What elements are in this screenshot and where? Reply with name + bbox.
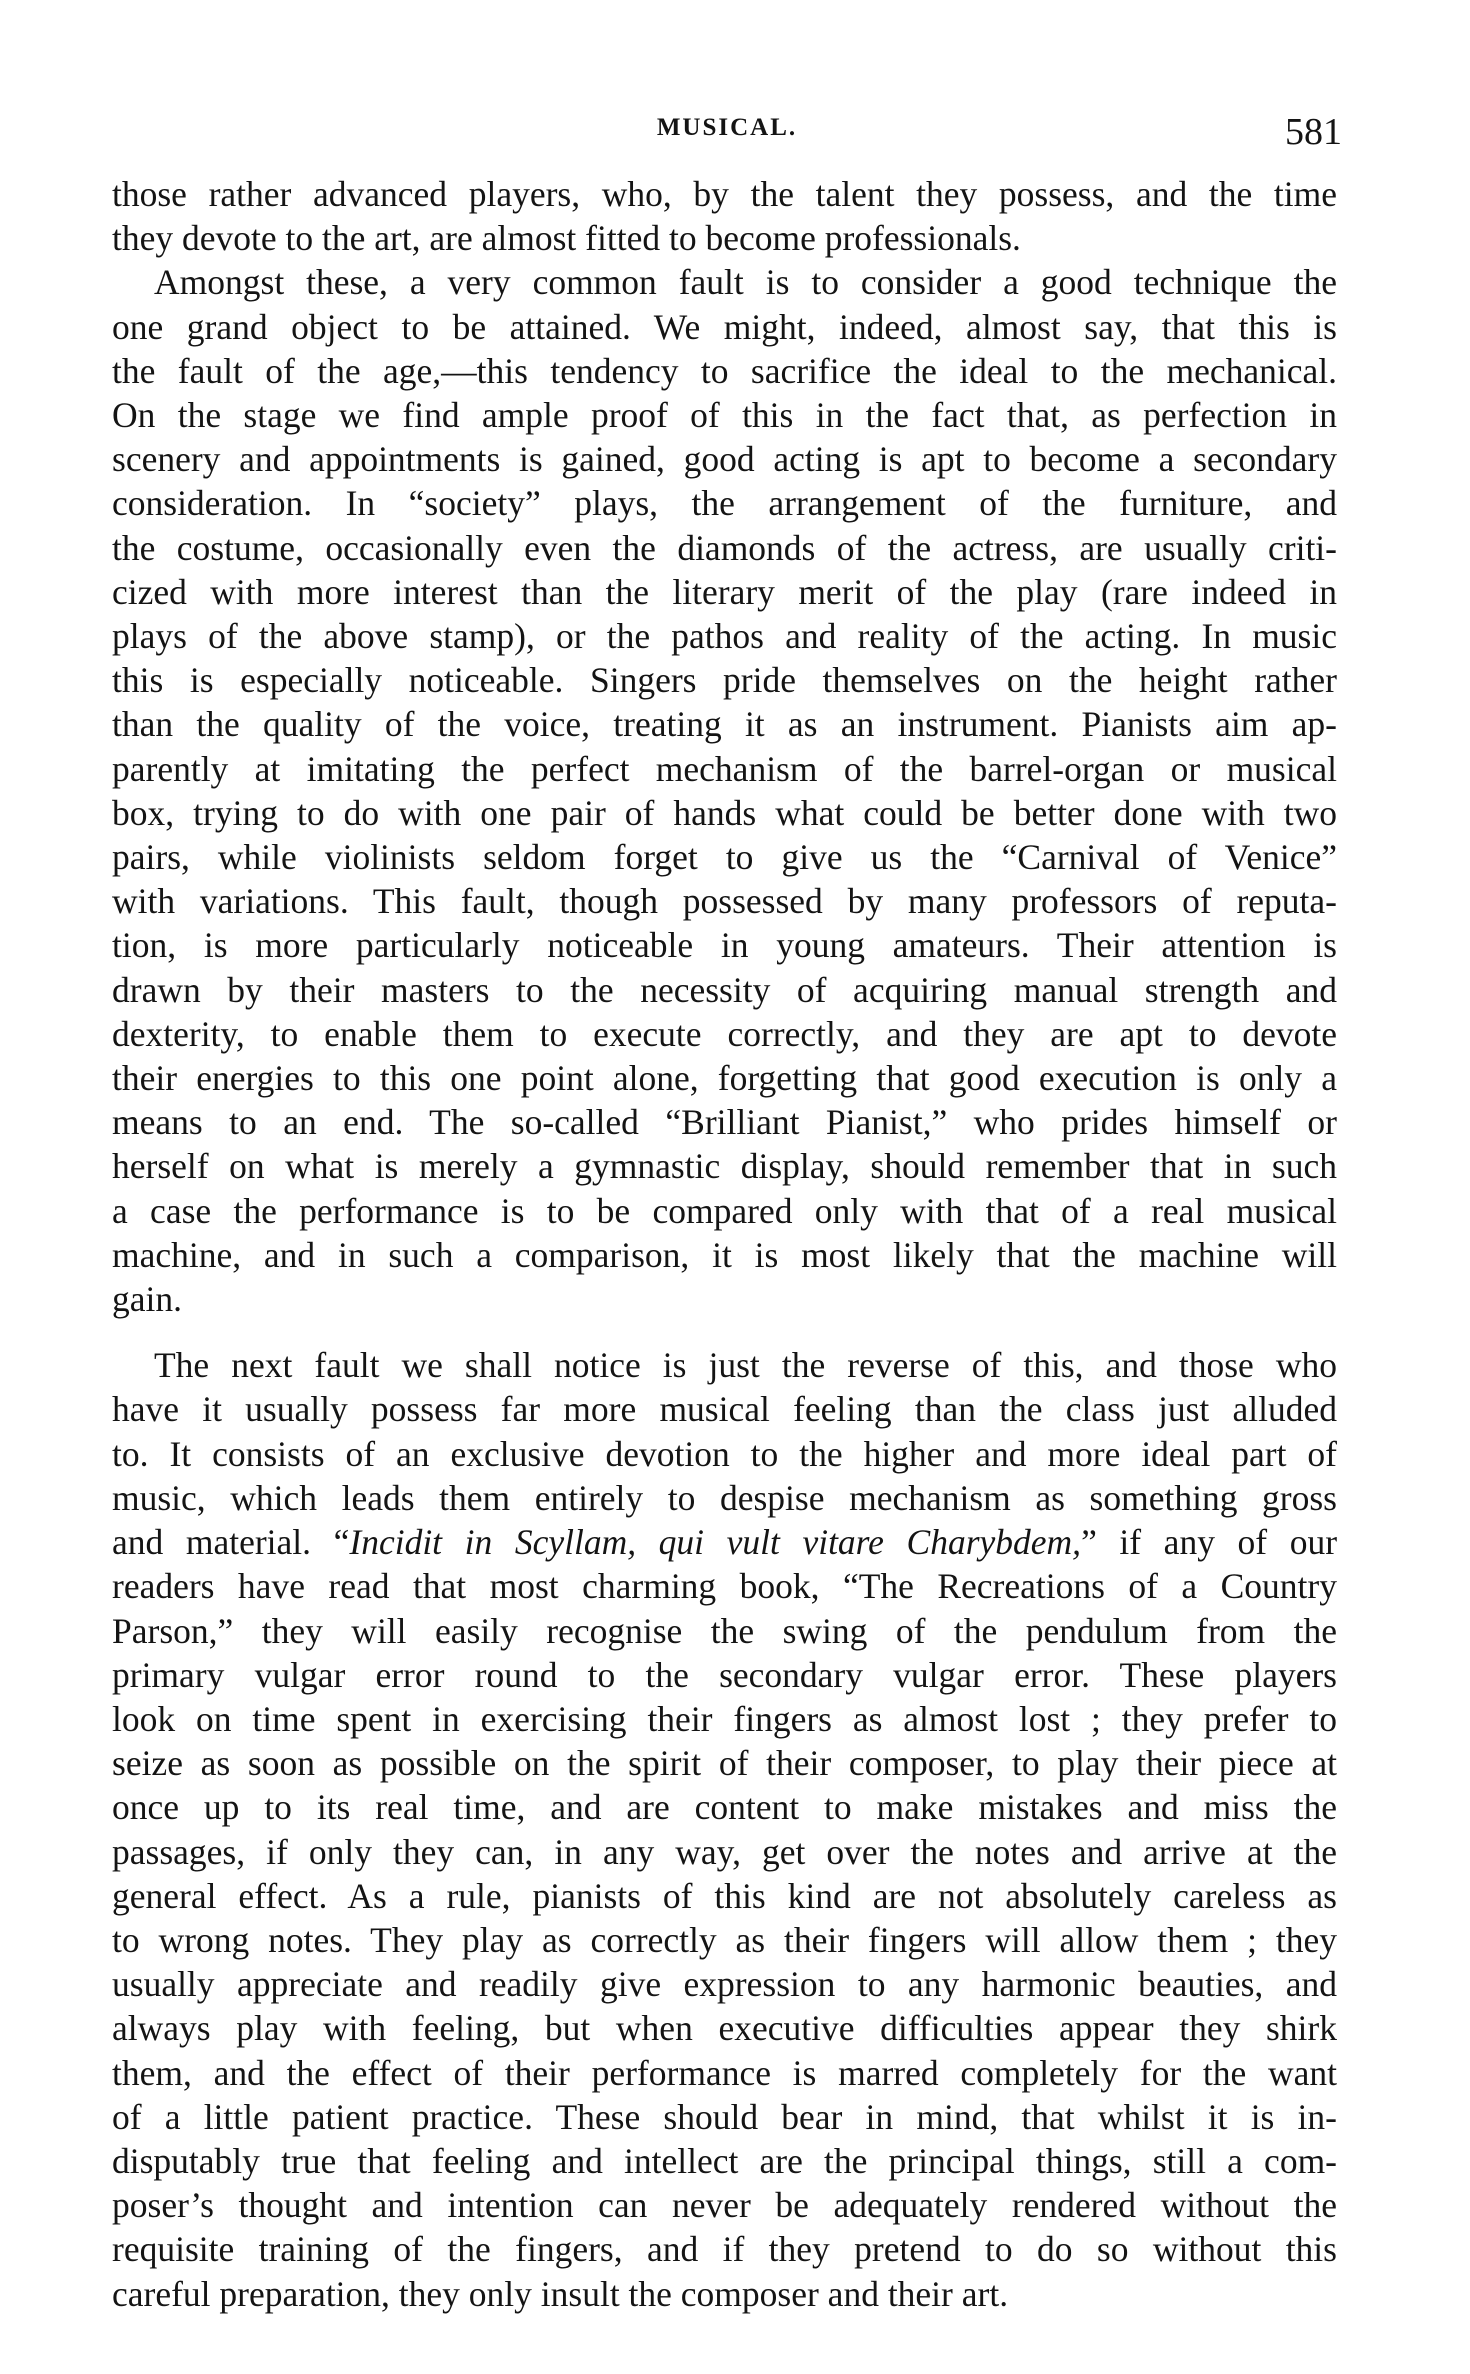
- text-line: drawn by their masters to the necessity of acquiring manual strength and: [112, 969, 1337, 1010]
- text-line: a case the performance is to be compared only with that of a real musical: [112, 1190, 1337, 1231]
- running-head: MUSICAL.: [656, 114, 798, 141]
- text-line: means to an end. The so-called “Brilliant Pianist,” who prides himself or: [112, 1102, 1337, 1143]
- text-line: box, trying to do with one pair of hands what could be better done with two: [112, 792, 1337, 833]
- text-line: gain.: [112, 1279, 182, 1320]
- page-number: 581: [1285, 111, 1342, 153]
- text-line: general effect. As a rule, pianists of this kind are not absolutely careless as: [112, 1875, 1337, 1916]
- text-line: machine, and in such a comparison, it is most likely that the machine will: [112, 1234, 1337, 1275]
- text-line: herself on what is merely a gymnastic display, should remember that in such: [112, 1146, 1337, 1187]
- paragraph-1: [112, 172, 1337, 260]
- text-line: [112, 1520, 1337, 1564]
- text-line: their energies to this one point alone, forgetting that good execution is only a: [112, 1058, 1337, 1099]
- text-line: this is especially noticeable. Singers pride themselves on the height rather: [112, 660, 1337, 701]
- text-line: dexterity, to enable them to execute correctly, and they are apt to devote: [112, 1013, 1337, 1054]
- text-line: with variations. This fault, though possessed by many professors of reputa-: [112, 881, 1337, 922]
- text-line: of a little patient practice. These should bear in mind, that whilst it is in-: [112, 2096, 1337, 2137]
- text-line: always play with feeling, but when executive difficulties appear they shirk: [112, 2008, 1337, 2049]
- text-line: them, and the effect of their performance is marred completely for the want: [112, 2052, 1337, 2093]
- text-line: The next fault we shall notice is just the reverse of this, and those who: [154, 1345, 1337, 1386]
- latin-quotation: Incidit in Scyllam, qui vult vitare Charybdem,: [349, 1522, 1082, 1563]
- text-line: passages, if only they can, in any way, get over the notes and arrive at the: [112, 1831, 1337, 1872]
- text-line: plays of the above stamp), or the pathos and reality of the acting. In music: [112, 616, 1337, 657]
- text-line: scenery and appointments is gained, good acting is apt to become a secondary: [112, 439, 1337, 480]
- text-line: Amongst these, a very common fault is to consider a good technique the: [154, 262, 1337, 303]
- text-line: usually appreciate and readily give expression to any harmonic beauties, and: [112, 1964, 1337, 2005]
- paragraph-3: [112, 1343, 1337, 2315]
- text-line: poser’s thought and intention can never be adequately rendered without the: [112, 2185, 1337, 2226]
- text-line: to wrong notes. They play as correctly as their fingers will allow them ; they: [112, 1919, 1337, 1960]
- text-line: to. It consists of an exclusive devotion to the higher and more ideal part of: [112, 1433, 1337, 1474]
- text-line: seize as soon as possible on the spirit of their composer, to play their piece at: [112, 1743, 1337, 1784]
- text-line: one grand object to be attained. We might, indeed, almost say, that this is: [112, 306, 1337, 347]
- text-line: primary vulgar error round to the secondary vulgar error. These players: [112, 1654, 1337, 1695]
- text-line: pairs, while violinists seldom forget to give us the “Carnival of Venice”: [112, 837, 1337, 878]
- text-line: parently at imitating the perfect mechanism of the barrel-organ or musical: [112, 748, 1337, 789]
- text-line: cized with more interest than the literary merit of the play (rare indeed in: [112, 571, 1337, 612]
- text-fragment: ” if any of our: [1081, 1522, 1338, 1563]
- text-line: requisite training of the fingers, and if they pretend to do so without this: [112, 2229, 1337, 2270]
- text-line: the costume, occasionally even the diamonds of the actress, are usually criti-: [112, 527, 1337, 568]
- text-line: consideration. In “society” plays, the arrangement of the furniture, and: [112, 483, 1337, 524]
- page-header: [112, 108, 1342, 158]
- text-line: once up to its real time, and are content to make mistakes and miss the: [112, 1787, 1337, 1828]
- text-line: those rather advanced players, who, by the talent they possess, and the time: [112, 174, 1337, 214]
- text-line: disputably true that feeling and intellect are the principal things, still a com-: [112, 2140, 1337, 2181]
- text-line: than the quality of the voice, treating it as an instrument. Pianists aim ap-: [112, 704, 1337, 745]
- paragraph-2: [112, 260, 1337, 1321]
- text-line: music, which leads them entirely to despise mechanism as something gross: [112, 1477, 1337, 1518]
- text-line: tion, is more particularly noticeable in young amateurs. Their attention is: [112, 925, 1337, 966]
- text-line: they devote to the art, are almost fitted to become professionals.: [112, 218, 1021, 259]
- text-line: On the stage we find ample proof of this in the fact that, as perfection in: [112, 395, 1337, 436]
- text-line: readers have read that most charming book, “The Recreations of a Country: [112, 1566, 1337, 1607]
- text-line: have it usually possess far more musical feeling than the class just alluded: [112, 1389, 1337, 1430]
- body-text: [112, 172, 1337, 2316]
- text-line: careful preparation, they only insult the composer and their art.: [112, 2273, 1009, 2314]
- text-line: the fault of the age,—this tendency to sacrifice the ideal to the mechanical.: [112, 350, 1337, 391]
- text-line: Parson,” they will easily recognise the swing of the pendulum from the: [112, 1610, 1337, 1651]
- text-fragment: and material. “: [112, 1522, 350, 1563]
- text-line: look on time spent in exercising their fingers as almost lost ; they prefer to: [112, 1698, 1337, 1739]
